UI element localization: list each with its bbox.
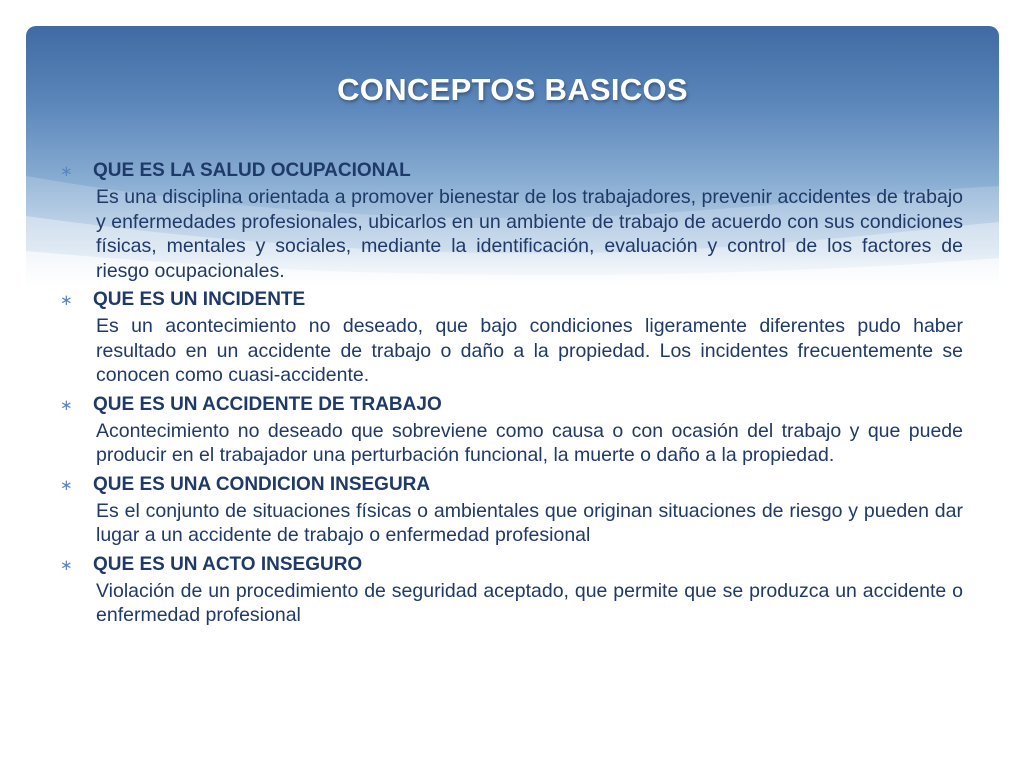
item-heading: QUE ES UN ACCIDENTE DE TRABAJO (93, 393, 442, 415)
asterisk-bullet-icon: ∗ (60, 292, 73, 309)
asterisk-bullet-icon: ∗ (60, 396, 73, 414)
asterisk-bullet-icon: ∗ (60, 556, 73, 574)
item-heading: QUE ES UN INCIDENTE (93, 289, 306, 310)
item-heading-row (60, 392, 963, 419)
list-item (60, 158, 963, 283)
list-item (60, 392, 963, 468)
list-item (60, 287, 963, 388)
item-heading-row (60, 552, 963, 579)
item-heading: QUE ES UN ACTO INSEGURO (93, 553, 363, 575)
item-body: Es el conjunto de situaciones físicas o ambientales que originan situaciones de riesgo y pueden dar lugar a un accidente de trabajo o enfermedad profesional (96, 499, 963, 546)
item-body: Acontecimiento no deseado que sobreviene como causa o con ocasión del trabajo y que puede producir en el trabajador una perturbación funcional, la muerte o daño a la propiedad. (96, 419, 963, 466)
item-heading: QUE ES LA SALUD OCUPACIONAL (93, 160, 411, 181)
item-body: Es un acontecimiento no deseado, que bajo condiciones ligeramente diferentes pudo haber resultado en un accidente de trabajo o daño a la propiedad. Los incidentes frecuentemente se conocen como cuasi-accidente. (96, 315, 963, 386)
list-item (60, 552, 963, 628)
content-list (60, 158, 963, 632)
asterisk-bullet-icon: ∗ (60, 476, 73, 494)
asterisk-bullet-icon: ∗ (60, 163, 73, 180)
item-heading-row (60, 158, 963, 185)
item-heading-row (60, 472, 963, 499)
list-item (60, 472, 963, 548)
slide-title: CONCEPTOS BASICOS (337, 72, 688, 107)
item-heading: QUE ES UNA CONDICION INSEGURA (93, 473, 431, 495)
item-body: Es una disciplina orientada a promover bienestar de los trabajadores, prevenir accidentes de trabajo y enfermedades profesionales, ubicarlos en un ambiente de trabajo de acuerdo con sus condiciones físicas, mentales y sociales, mediante la identificación, evaluación y control de los factores de riesgo ocupacionales. (96, 186, 963, 282)
item-heading-row (60, 287, 963, 314)
item-body: Violación de un procedimiento de seguridad aceptado, que permite que se produzca un accidente o enfermedad profesional (96, 579, 963, 626)
